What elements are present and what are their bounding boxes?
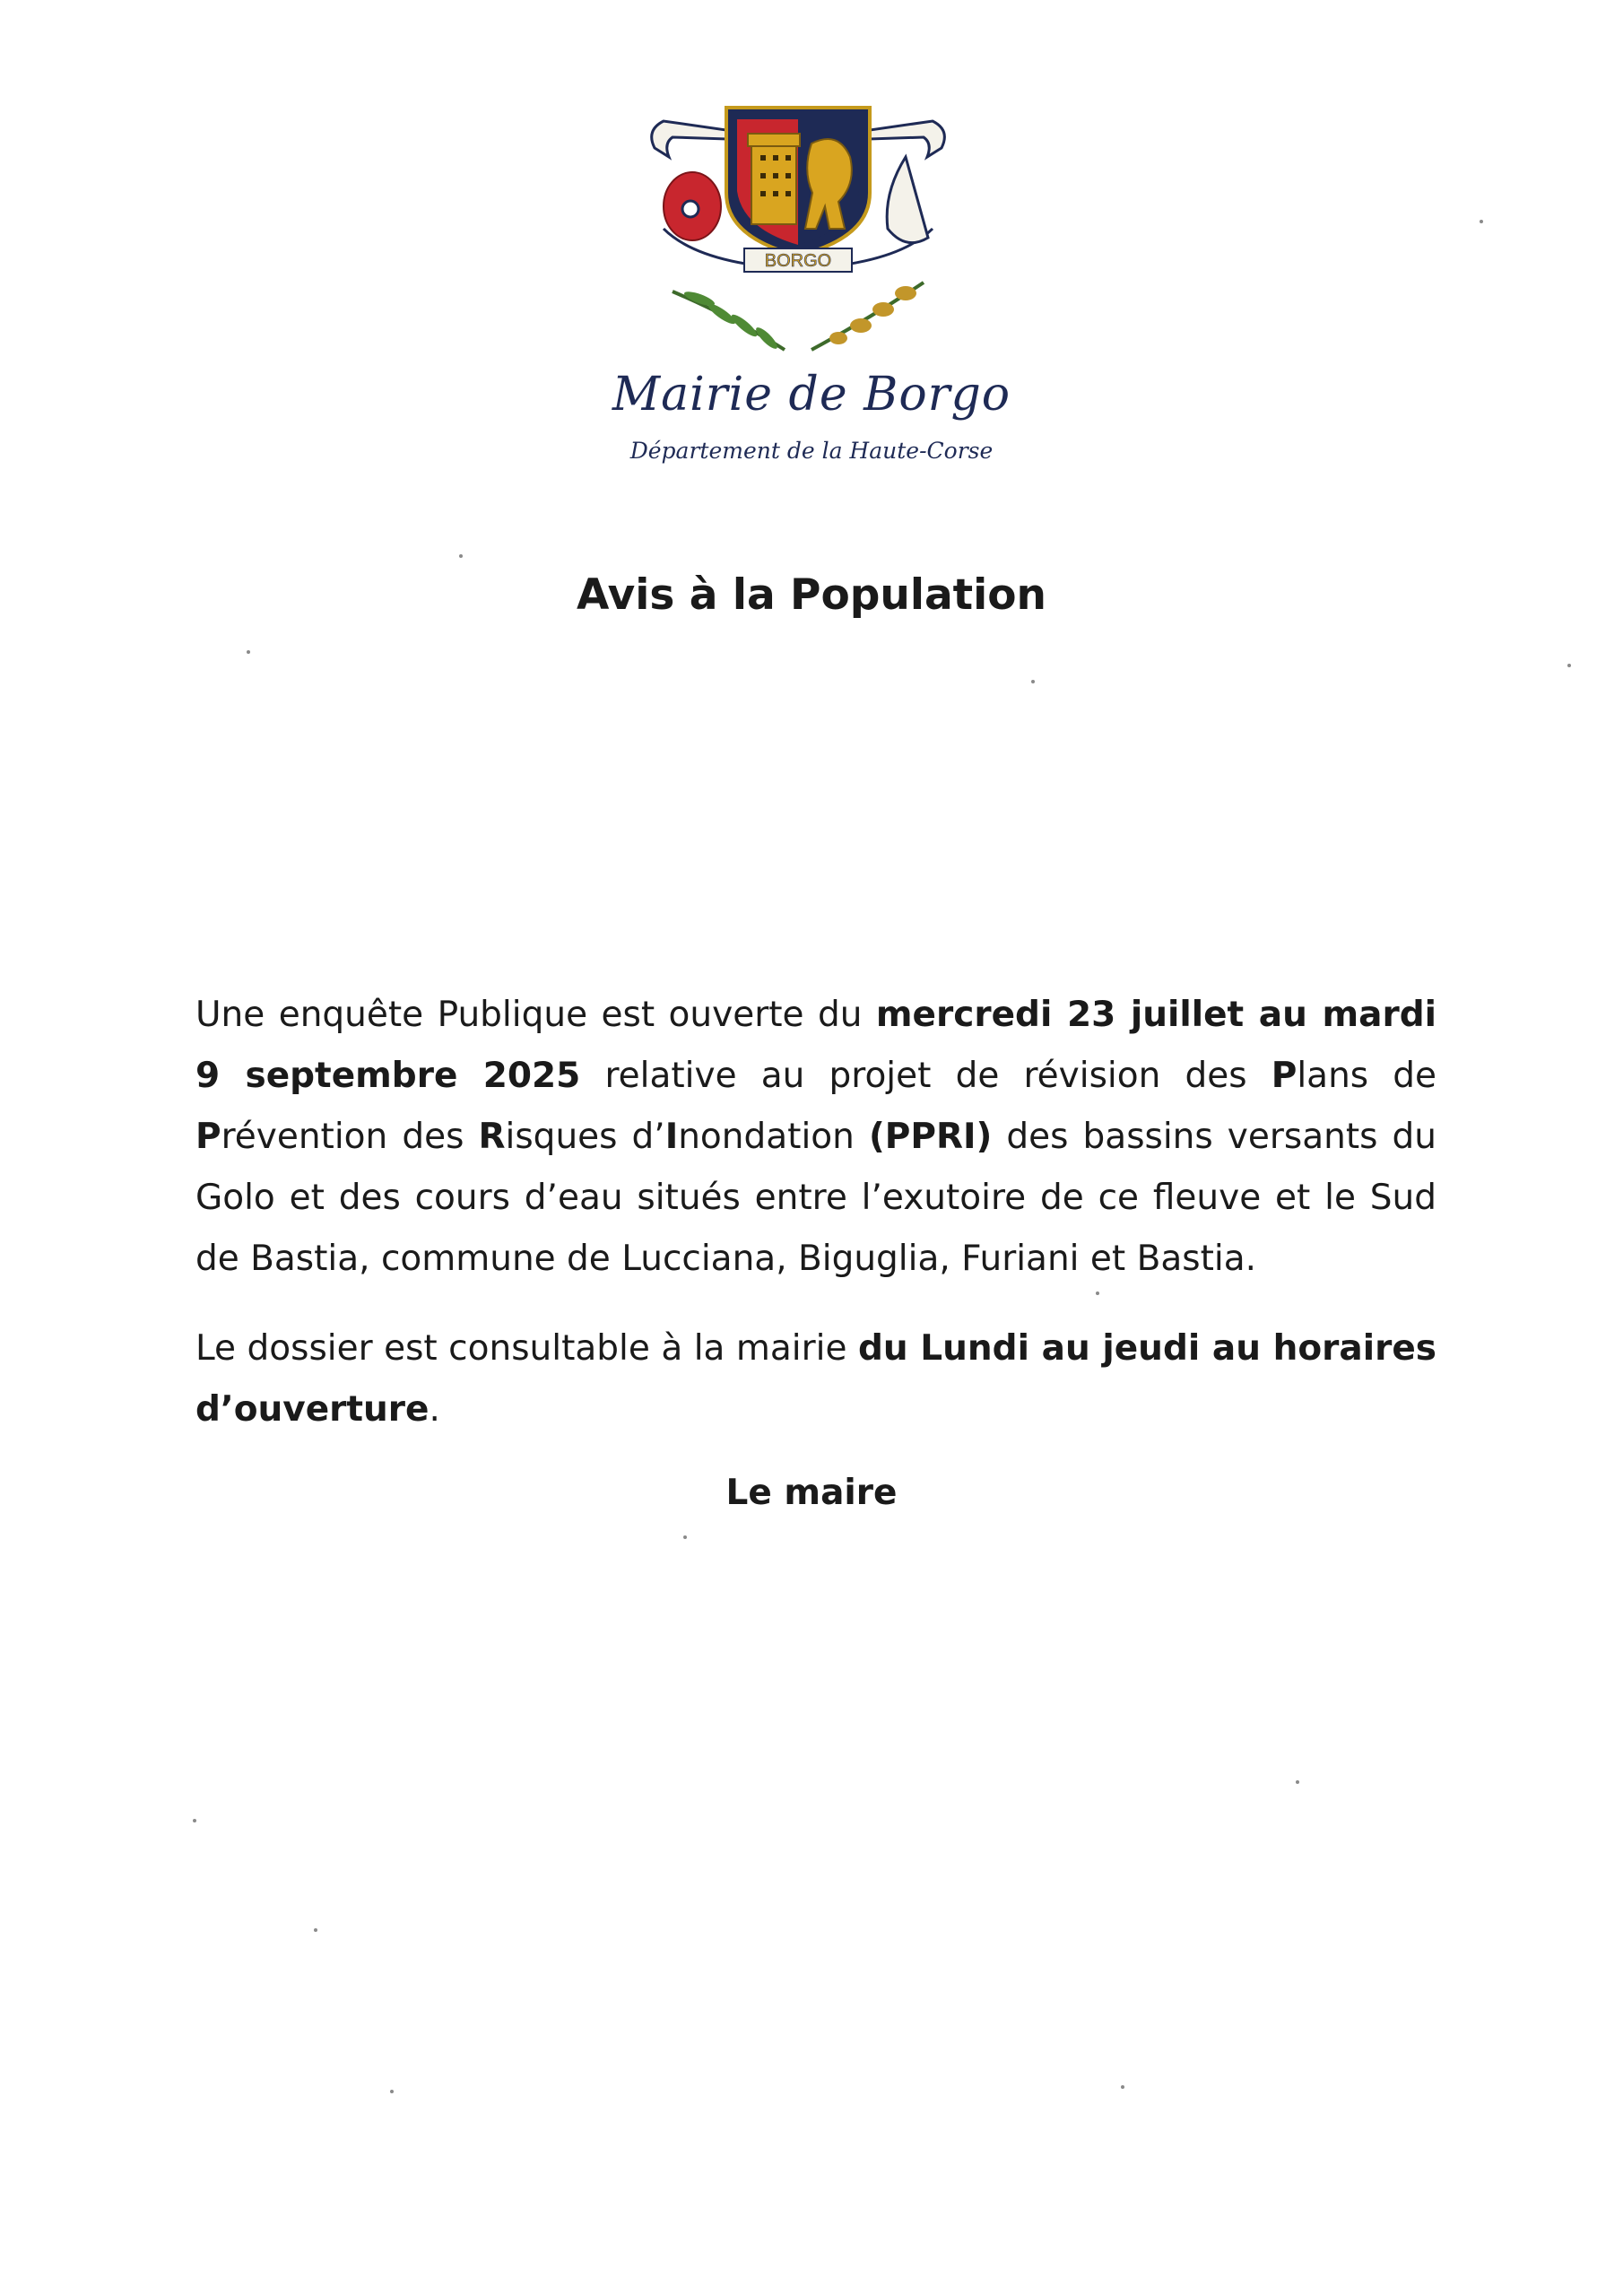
- acronym-letter: P: [1271, 1056, 1298, 1096]
- scan-speck: [1296, 1780, 1299, 1784]
- notice-paragraph-2: [195, 1318, 1436, 1440]
- scan-speck: [193, 1819, 196, 1822]
- dates-highlight: mercredi 23 juillet au mardi 9 septembre 2025: [195, 995, 1436, 1096]
- acronym-letter: P: [195, 1117, 221, 1157]
- ppri-acronym: (PPRI): [868, 1117, 993, 1157]
- scan-speck: [1096, 1292, 1099, 1295]
- notice-title: Avis à la Population: [576, 570, 1047, 620]
- opening-hours-highlight: du Lundi au jeudi au horaires d’ouverture: [195, 1328, 1436, 1430]
- mairie-title: Mairie de Borgo: [612, 368, 1011, 422]
- text-run: révention des: [221, 1117, 479, 1157]
- borgo-coat-of-arms-logo: [637, 94, 959, 372]
- text-run: lans de: [1297, 1056, 1437, 1096]
- scan-speck: [1031, 680, 1035, 683]
- scan-speck: [1567, 664, 1571, 667]
- scan-speck: [314, 1928, 317, 1932]
- text-run: relative au projet de révision des: [580, 1056, 1271, 1096]
- text-run: des bassins versants du Golo et des cours d’eau situés entre l’exutoire de ce fleuve et le Sud de Bastia, commune de Lucciana, Biguglia, Furiani et Bastia.: [195, 1117, 1436, 1279]
- text-run: Une enquête Publique est ouverte du: [195, 995, 876, 1035]
- acronym-letter: R: [478, 1117, 506, 1157]
- notice-paragraph-1: [195, 985, 1436, 1290]
- text-run: .: [429, 1389, 440, 1430]
- signature: Le maire: [725, 1473, 898, 1513]
- scan-speck: [459, 554, 463, 558]
- scan-speck: [1480, 220, 1483, 223]
- text-run: nondation: [678, 1117, 869, 1157]
- scan-speck: [247, 650, 250, 654]
- departement-subtitle: Département de la Haute-Corse: [629, 438, 994, 464]
- text-run: Le dossier est consultable à la mairie: [195, 1328, 858, 1369]
- scan-speck: [1121, 2085, 1124, 2089]
- acronym-letter: I: [664, 1117, 679, 1157]
- scan-speck: [390, 2090, 394, 2093]
- text-run: isques d’: [505, 1117, 665, 1157]
- scan-speck: [683, 1535, 687, 1539]
- crest-banner-text: BORGO: [764, 251, 832, 271]
